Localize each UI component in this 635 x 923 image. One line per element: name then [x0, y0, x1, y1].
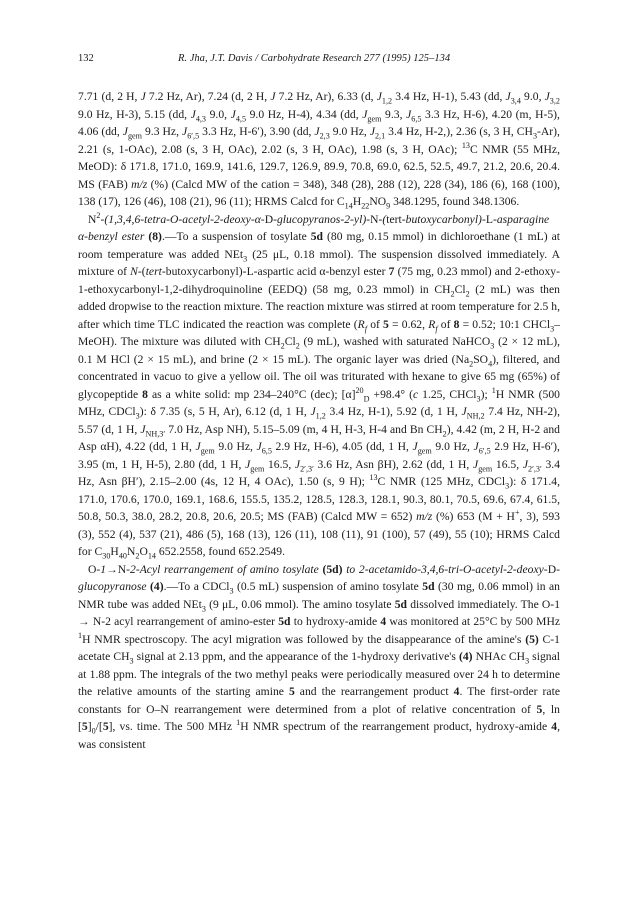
document-page [78, 50, 560, 753]
paragraph-acyl-rearrangement: O-1→N-2-Acyl rearrangement of amino tosylate (5d) to 2-acetamido-3,4,6-tri-O-acetyl-2-deoxy-D-glucopyranose (4).—To a CDCl$_3$ (0.5 mL) suspension of amino tosylate 5d (30 mg, 0.06 mmol) in an NMR tube was added NEt$_3$ (9 μL, 0.06 mmol). The amino tosylate 5d dissolved immediately. The O-1 → N-2 acyl rearrangement of amino-ester 5d to hydroxy-amide 4 was monitored at 25°C by 500 MHz $^1$H NMR spectroscopy. The acyl migration was followed by the disappearance of the amine's (5) C-1 acetate $CH_3$ signal at 2.13 ppm, and the appearance of the 1-hydroxy derivative's (4) NHAc $CH_3$ signal at 1.88 ppm. The integrals of the two methyl peaks were periodically measured over 24 h to determine the relative amounts of the starting amine 5 and the rearrangement product 4. The first-order rate constants for O–N rearrangement were determined from a plot of relative concentration of 5, $\ln [5]_0/[5]$, vs. time. The 500 MHz $^1$H NMR spectrum of the rearrangement product, hydroxy-amide 4, was consistent [78, 562, 561, 751]
page-number: 132 [78, 53, 94, 64]
page-header [78, 50, 560, 72]
paragraph-nmr-data-continued: 7.71 (d, 2 H, J 7.2 Hz, Ar), 7.24 (d, 2 H, J 7.2 Hz, Ar), 6.33 (d, $J_{1,2}$ 3.4 Hz, H-1), 5.43 (dd, $J_{3,4}$ 9.0, $J_{3,2}$ 9.0 Hz, H-3), 5.15 (dd, $J_{4,3}$ 9.0, $J_{4,5}$ 9.0 Hz, H-4), 4.34 (dd, $J_{gem}$ 9.3, $J_{6,5}$ 3.3 Hz, H-6), 4.20 (m, H-5), 4.06 (dd, $J_{gem}$ 9.3 Hz, $J_{6',5}$ 3.3 Hz, H-6′), 3.90 (dd, $J_{2,3}$ 9.0 Hz, $J_{2,1}$ 3.4 Hz, H-2,), 2.36 (s, 3 H, $CH_3-Ar$), 2.21 (s, 1-OAc), 2.08 (s, 3 H, OAc), 2.02 (s, 3 H, OAc), 1.98 (s, 3 H, OAc); $^{13}$C NMR (55 MHz, MeOD): δ 171.8, 171.0, 169.9, 141.6, 129.7, 126.9, 89.9, 70.8, 69.0, 62.5, 52.5, 49.7, 21.2, 20.6, 20.4. MS (FAB) m/z (%) (Calcd MW of the cation = 348), 348 (28), 288 (12), 228 (34), 186 (6), 168 (100), 138 (17), 126 (46), 108 (21), 96 (11); HRMS Calcd for $C_{14}H_{22}NO_9$ 348.1295, found 348.1306. [78, 90, 560, 211]
running-head: R. Jha, J.T. Davis / Carbohydrate Research 277 (1995) 125–134 [178, 53, 451, 64]
paragraph-compound-8: $N^2-(1,3,4,6-tetra-O-acetyl-2-deoxy-\alpha-D-glucopyranos-2-yl)-N-(tert-butoxycarbonyl)-L$-asparagine α-benzyl ester (8).—To a suspension of tosylate 5d (80 mg, 0.15 mmol) in dichloroethane (1 mL) at room temperature was added NEt$_3$ (25 μL, 0.18 mmol). The suspension dissolved immediately. A mixture of N-(tert-butoxycarbonyl)-L-aspartic acid α-benzyl ester 7 (75 mg, 0.23 mmol) and 2-ethoxy-1-ethoxycarbonyl-1,2-dihydroquinoline (EEDQ) (58 mg, 0.23 mmol) in $CH_2Cl_2$ (2 mL) was then added dropwise to the reaction mixture. The reaction mixture was stirred at room temperature for 2.5 h, after which time TLC indicated the reaction was complete ($R_f$ of 5 = 0.62, $R_f$ of 8 = 0.52; 10:1 CHCl$_3$–MeOH). The mixture was diluted with $CH_2Cl_2$ (9 mL), washed with saturated NaHCO$_3$ (2 × 12 mL), 0.1 M HCl (2 × 15 mL), and brine (2 × 15 mL). The organic layer was dried $(Na_2SO_4)$, filtered, and concentrated in vacuo to give a yellow oil. The oil was triturated with hexane to give 65 mg (65%) of glycopeptide 8 as a white solid: mp 234–240°C (dec); $[\alpha]^{20}_D +98.4^\circ$ (c 1.25, CHCl$_3$); $^1$H NMR (500 MHz, CDCl$_3$): δ 7.35 (s, 5 H, Ar), 6.12 (d, 1 H, $J_{1,2}$ 3.4 Hz, H-1), 5.92 (d, 1 H, $J_{NH,2}$ 7.4 Hz, NH-2), 5.57 (d, 1 H, $J_{NH,3'}$ 7.0 Hz, Asp NH), 5.15–5.09 (m, 4 H, H-3, H-4 and Bn $CH_2$), 4.42 (m, 2 H, H-2 and Asp αH), 4.22 (dd, 1 H, $J_{gem}$ 9.0 Hz, $J_{6,5}$ 2.9 Hz, H-6), 4.05 (dd, 1 H, $J_{gem}$ 9.0 Hz, $J_{6',5}$ 2.9 Hz, H-6′), 3.95 (m, 1 H, H-5), 2.80 (dd, 1 H, $J_{gem}$ 16.5, $J_{2',3'}$ 3.6 Hz, Asn βH), 2.62 (dd, 1 H, $J_{gem}$ 16.5, $J_{2',3'}$ 3.4 Hz, Asn βH′), 2.15–2.00 (4s, 12 H, 4 OAc), 1.50 (s, 9 H); $^{13}$C NMR (125 MHz, CDCl$_3$): δ 171.4, 171.0, 170.6, 170.0, 169.1, 168.6, 155.5, 135.2, 128.5, 128.3, 128.1, 90.3, 80.1, 70.5, 69.6, 67.4, 61.5, 50.8, 50.3, 38.0, 28.2, 20.8, 20.6, 20.5; MS (FAB) (Calcd MW = 652) m/z (%) 653 (M + H+, 3), 593 (3), 552 (4), 537 (21), 486 (5), 168 (13), 126 (11), 108 (11), 91 (100), 57 (49), 55 (10); HRMS Calcd for $C_{30}H_{40}N_2O_{14}$ 652.2558, found 652.2549. [78, 210, 561, 561]
